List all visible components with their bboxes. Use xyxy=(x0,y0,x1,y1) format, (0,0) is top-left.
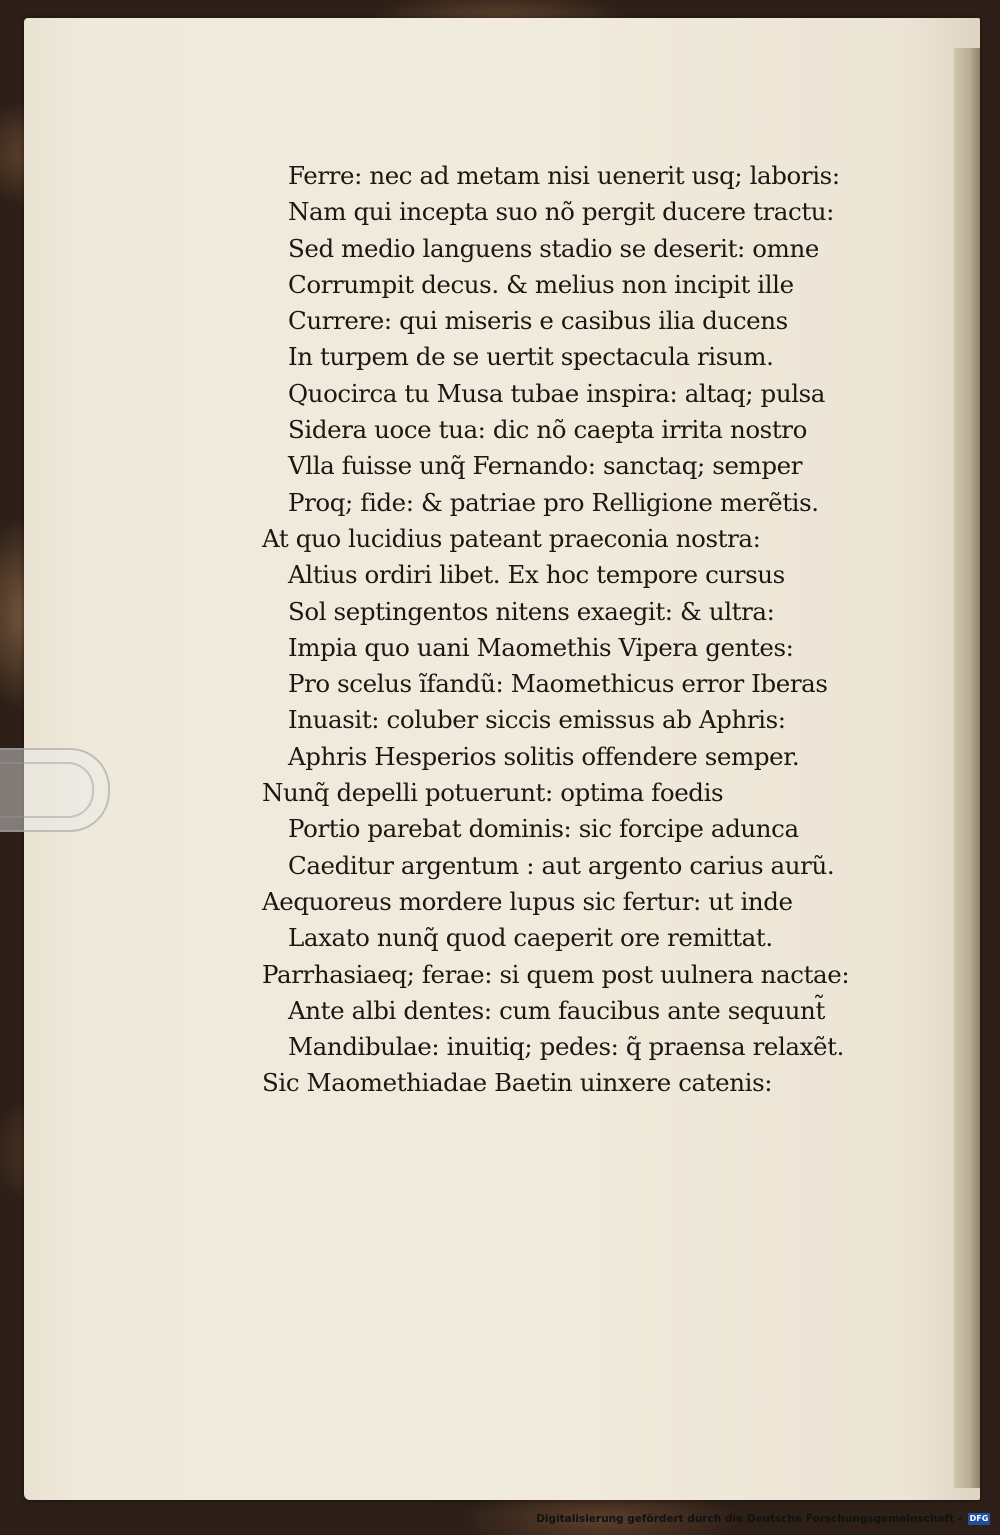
page-clip-inner xyxy=(0,762,94,818)
verse-line: Currere: qui miseris e casibus ilia ducens xyxy=(288,306,788,336)
verse-line: Ferre: nec ad metam nisi uenerit usq; laboris: xyxy=(288,161,840,190)
verse-line: Mandibulae: inuitiq; pedes: q̃ praensa relaxẽt. xyxy=(288,1032,844,1062)
verse-line: Nam qui incepta suo nõ pergit ducere tractu: xyxy=(288,197,835,227)
verse-line: Inuasit: coluber siccis emissus ab Aphris: xyxy=(288,705,786,735)
verse-line: Sic Maomethiadae Baetin uinxere catenis: xyxy=(262,1068,773,1098)
verse-line: Vlla fuisse unq̃ Fernando: sanctaq; semper xyxy=(288,451,803,481)
verse-line: Aequoreus mordere lupus sic fertur: ut inde xyxy=(262,886,793,916)
verse-line: Altius ordiri libet. Ex hoc tempore cursus xyxy=(288,560,785,590)
verse-line: Ante albi dentes: cum faucibus ante sequunt̃ xyxy=(288,995,825,1025)
verse-line: In turpem de se uertit spectacula risum. xyxy=(288,342,774,372)
footer-text: Digitalisierung gefördert durch die Deutsche Forschungsgemeinschaft - xyxy=(536,1513,962,1525)
verse-line: Nunq̃ depelli potuerunt: optima foedis xyxy=(262,778,724,808)
verse-line: Proq; fide: & patriae pro Relligione merẽtis. xyxy=(288,487,819,517)
verse-line: Parrhasiaeq; ferae: si quem post uulnera nactae: xyxy=(262,959,850,989)
verse-line: Laxato nunq̃ quod caeperit ore remittat. xyxy=(288,923,773,953)
verse-line: Sol septingentos nitens exaegit: & ultra: xyxy=(288,596,775,626)
page-edge xyxy=(954,48,980,1488)
verse-text xyxy=(262,158,902,1102)
verse-line: Quocirca tu Musa tubae inspira: altaq; pulsa xyxy=(288,378,826,408)
verse-line: Aphris Hesperios solitis offendere semper. xyxy=(288,741,800,771)
verse-line: At quo lucidius pateant praeconia nostra: xyxy=(262,523,761,553)
verse-line: Sidera uoce tua: dic nõ caepta irrita nostro xyxy=(288,415,807,445)
verse-line: Caeditur argentum : aut argento carius aurũ. xyxy=(288,850,835,880)
verse-line: Pro scelus ĩfandũ: Maomethicus error Iberas xyxy=(288,669,828,699)
verse-line: Corrumpit decus. & melius non incipit ille xyxy=(288,269,794,299)
verse-line: Portio parebat dominis: sic forcipe adunca xyxy=(288,814,799,844)
verse-line: Sed medio languens stadio se deserit: omne xyxy=(288,233,819,263)
verse-line: Impia quo uani Maomethis Vipera gentes: xyxy=(288,632,794,662)
dfg-logo-icon: DFG xyxy=(969,1514,989,1523)
footer-credit xyxy=(536,1509,990,1529)
